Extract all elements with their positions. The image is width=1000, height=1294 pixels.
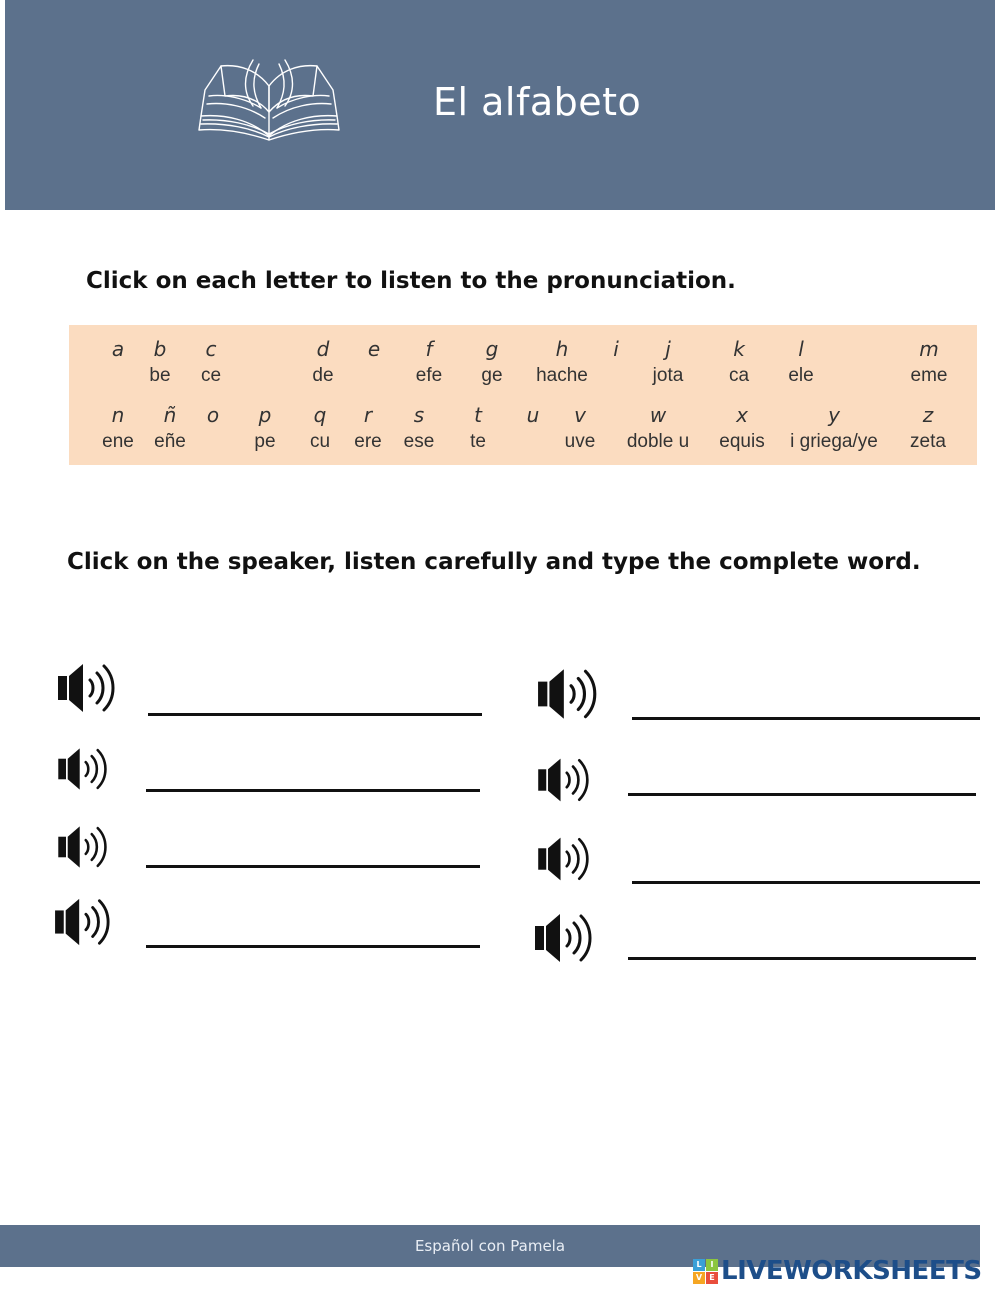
letter-name-j[interactable]: jota [652,365,684,386]
answer-input-7[interactable] [632,850,980,884]
speaker-icon-graphic [56,745,112,793]
speaker-icon-graphic [533,910,597,966]
logo-square: L [693,1259,705,1271]
letter-t[interactable]: t [474,403,482,427]
answer-input-5[interactable] [632,686,980,720]
letter-name-l[interactable]: ele [788,365,814,386]
letter-n[interactable]: n [111,403,125,427]
speaker-icon-graphic [536,665,602,723]
letter-name-d[interactable]: de [312,365,334,386]
letter-q[interactable]: q [313,403,327,427]
letter-p[interactable]: p [258,403,272,427]
letter-name-y[interactable]: i griega/ye [790,431,878,452]
letter-j[interactable]: j [665,337,671,361]
alphabet-panel [69,325,977,465]
letter-k[interactable]: k [733,337,745,361]
letter-b[interactable]: b [153,337,167,361]
letter-c[interactable]: c [205,337,217,361]
letter-name-s[interactable]: ese [403,431,435,452]
letter-name-x[interactable]: equis [719,431,765,452]
letter-h[interactable]: h [555,337,569,361]
letter-name-p[interactable]: pe [254,431,276,452]
letter-x[interactable]: x [736,403,748,427]
page-title: El alfabeto [433,80,642,124]
logo-squares [693,1259,718,1284]
letter-name-m[interactable]: eme [910,365,948,386]
letter-name-ñ[interactable]: eñe [154,431,186,452]
logo-square: V [693,1272,705,1284]
letter-f[interactable]: f [425,337,433,361]
letter-name-r[interactable]: ere [354,431,382,452]
answer-input-3[interactable] [146,834,480,868]
letter-i[interactable]: i [613,337,619,361]
answer-input-4[interactable] [146,914,480,948]
open-book-icon [195,56,343,144]
letter-u[interactable]: u [526,403,540,427]
speaker-icon[interactable] [56,823,112,871]
answer-input-8[interactable] [628,926,976,960]
letter-g[interactable]: g [485,337,499,361]
letter-name-c[interactable]: ce [200,365,222,386]
letter-name-g[interactable]: ge [481,365,503,386]
letter-name-f[interactable]: efe [415,365,443,386]
speaker-icon[interactable] [53,895,115,949]
letter-name-w[interactable]: doble u [626,431,690,452]
speaker-icon[interactable] [533,910,597,966]
letter-name-t[interactable]: te [470,431,486,452]
footer-credit: Español con Pamela [414,1237,566,1255]
letter-l[interactable]: l [798,337,804,361]
logo-text: LIVEWORKSHEETS [721,1256,982,1286]
speaker-icon-graphic [56,660,120,716]
header-banner [5,0,995,210]
speaker-icon-graphic [536,834,594,884]
logo-square: I [706,1259,718,1271]
letter-name-k[interactable]: ca [728,365,750,386]
letter-name-v[interactable]: uve [564,431,596,452]
answer-input-6[interactable] [628,762,976,796]
letter-e[interactable]: e [367,337,381,361]
letter-a[interactable]: a [111,337,125,361]
logo-square: E [706,1272,718,1284]
speaker-icon-graphic [56,823,112,871]
letter-name-b[interactable]: be [149,365,171,386]
speaker-icon[interactable] [536,834,594,884]
letter-r[interactable]: r [363,403,373,427]
letter-name-z[interactable]: zeta [910,431,946,452]
letter-name-h[interactable]: hache [536,365,588,386]
letter-z[interactable]: z [922,403,934,427]
speaker-icon[interactable] [56,660,120,716]
letter-s[interactable]: s [413,403,425,427]
words-instruction: Click on the speaker, listen carefully and type the complete word. [67,549,921,575]
letter-y[interactable]: y [828,403,840,427]
speaker-icon[interactable] [536,755,594,805]
answer-input-2[interactable] [146,758,480,792]
letter-v[interactable]: v [574,403,586,427]
speaker-icon-graphic [536,755,594,805]
letter-m[interactable]: m [919,337,939,361]
letter-name-q[interactable]: cu [309,431,331,452]
letters-instruction: Click on each letter to listen to the pronunciation. [86,268,736,294]
speaker-icon-graphic [53,895,115,949]
letter-w[interactable]: w [649,403,667,427]
letter-o[interactable]: o [206,403,220,427]
liveworksheets-logo[interactable] [693,1256,982,1286]
letter-d[interactable]: d [316,337,330,361]
speaker-icon[interactable] [56,745,112,793]
speaker-icon[interactable] [536,665,602,723]
letter-ñ[interactable]: ñ [163,403,177,427]
answer-input-1[interactable] [148,682,482,716]
letter-name-n[interactable]: ene [102,431,134,452]
